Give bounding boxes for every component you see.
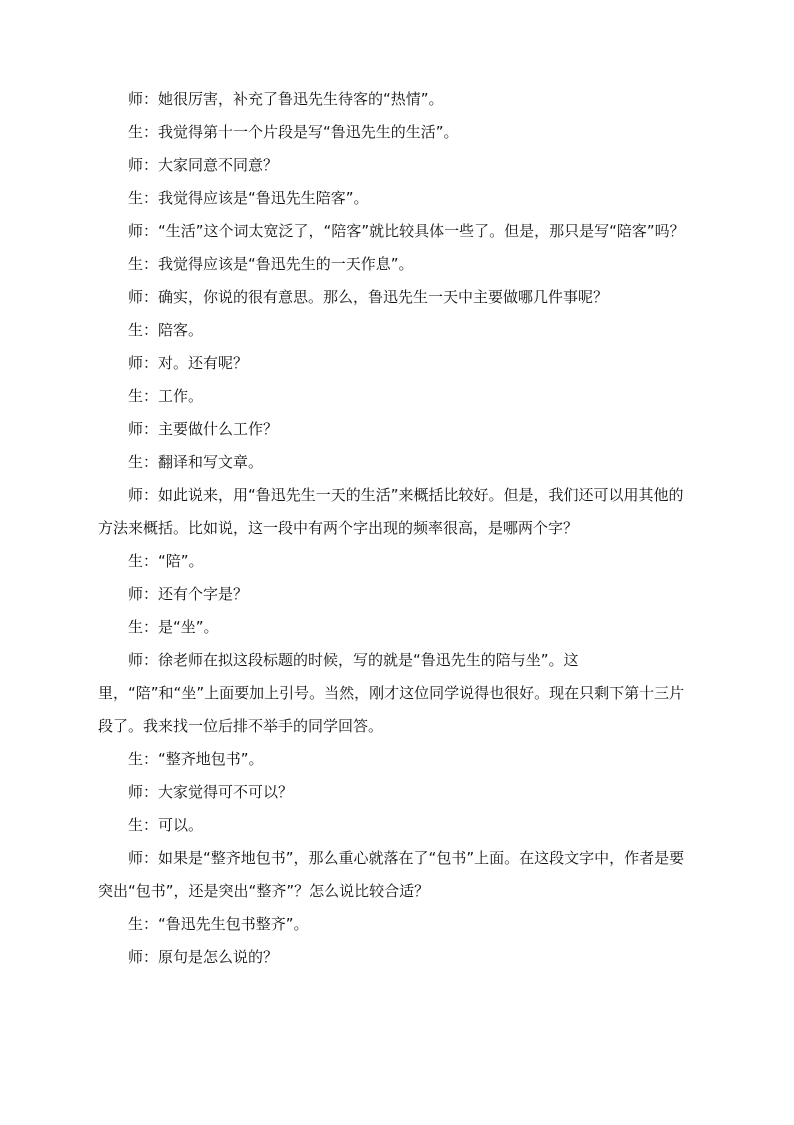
dialogue-line: 师：对。还有呢？	[128, 354, 249, 372]
dialogue-line: 师：还有个字是？	[128, 585, 249, 603]
dialogue-line: 师：如果是“整齐地包书”，那么重心就落在了“包书”上面。在这段文字中，作者是要突出“包书”，还是突出“整齐”？怎么说比较合适？	[98, 849, 685, 900]
dialogue-line: 生：“陪”。	[128, 552, 204, 570]
dialogue-line: 师：徐老师在拟这段标题的时候，写的就是“鲁迅先生的陪与坐”。这里，“陪”和“坐”上面要加上引号。当然，刚才这位同学说得也很好。现在只剩下第十三片段了。我来找一位后排不举手的同学回答。	[98, 651, 685, 735]
dialogue-line: 师：大家觉得可不可以？	[128, 783, 294, 801]
dialogue-line: 生：我觉得第十一个片段是写“鲁迅先生的生活”。	[128, 123, 459, 141]
dialogue-line: 师：原句是怎么说的？	[128, 948, 279, 966]
dialogue-line: 生：我觉得应该是“鲁迅先生陪客”。	[128, 189, 369, 207]
dialogue-line: 生：“鲁迅先生包书整齐”。	[128, 915, 309, 933]
dialogue-line: 生：“整齐地包书”。	[128, 750, 264, 768]
dialogue-line: 师：主要做什么工作？	[128, 420, 279, 438]
dialogue-line: 师：如此说来，用“鲁迅先生一天的生活”来概括比较好。但是，我们还可以用其他的方法来概括。比如说，这一段中有两个字出现的频率很高，是哪两个字？	[98, 486, 684, 537]
dialogue-line: 生：翻译和写文章。	[128, 453, 264, 471]
dialogue-line: 生：可以。	[128, 816, 204, 834]
dialogue-line: 师：确实，你说的很有意思。那么，鲁迅先生一天中主要做哪几件事呢？	[128, 288, 609, 306]
dialogue-line: 师：“生活”这个词太宽泛了，“陪客”就比较具体一些了。但是，那只是写“陪客”吗？	[128, 222, 685, 240]
dialogue-line: 师：大家同意不同意？	[128, 156, 279, 174]
dialogue-line: 生：陪客。	[128, 321, 204, 339]
dialogue-line: 生：工作。	[128, 387, 204, 405]
dialogue-line: 生：是“坐”。	[128, 618, 219, 636]
dialogue-line: 生：我觉得应该是“鲁迅先生的一天作息”。	[128, 255, 414, 273]
dialogue-line: 师：她很厉害，补充了鲁迅先生待客的“热情”。	[128, 90, 444, 108]
